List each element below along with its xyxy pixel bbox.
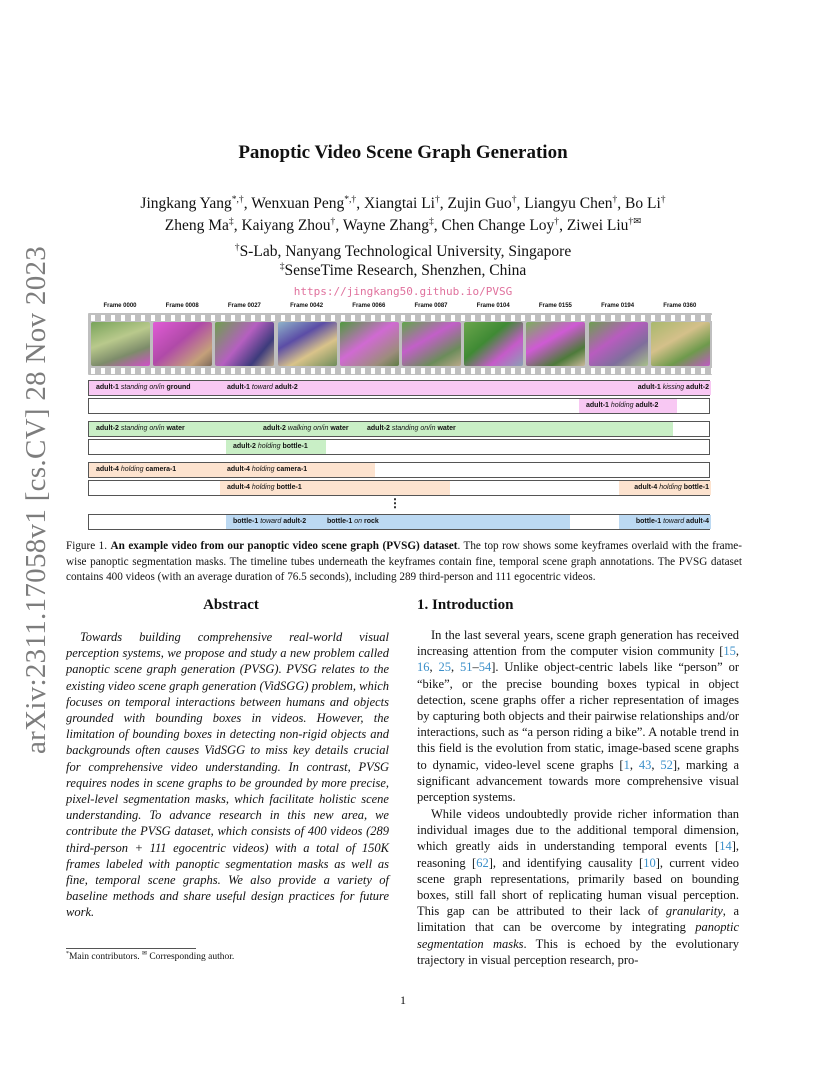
keyframe-thumbnail (526, 322, 585, 366)
keyframe-thumbnail (215, 322, 274, 366)
relation-predicate: toward (251, 384, 273, 391)
frame-label: Frame 0155 (538, 303, 572, 309)
relation-object: camera-1 (276, 466, 308, 473)
relation-bar (89, 381, 220, 395)
citation-link[interactable]: 43 (638, 757, 652, 772)
author-mark: † (511, 193, 517, 205)
relation-predicate: standing on/in (120, 425, 165, 432)
relation-predicate: holding (659, 484, 682, 491)
relation-object: ground (166, 384, 191, 391)
author-name: Xiangtai Li (363, 195, 435, 212)
relation-object: adult-2 (274, 384, 298, 391)
author-mark: *,† (344, 193, 357, 205)
timeline-tube (88, 439, 710, 455)
citation-link[interactable]: 14 (719, 839, 732, 854)
relation-predicate: holding (610, 402, 634, 409)
relation-predicate: holding (257, 443, 281, 450)
relation-object: water (437, 425, 456, 432)
citation-link[interactable]: 51 (459, 660, 473, 675)
relation-subject: adult-4 (227, 466, 250, 473)
relation-bar (579, 399, 677, 413)
author-name: Kaiyang Zhou (241, 217, 331, 234)
project-url[interactable]: https://jingkang50.github.io/PVSG (293, 285, 513, 298)
emphasis-text: panoptic segmentation masks (417, 920, 739, 951)
author-name: Jingkang Yang (140, 195, 232, 212)
sprocket-row-bottom (88, 368, 712, 374)
citation-link[interactable]: 10 (643, 855, 656, 870)
frame-label: Frame 0104 (476, 303, 510, 309)
relation-predicate: walking on/in (287, 425, 329, 432)
author-name: Ziwei Liu (566, 217, 629, 234)
relation-subject: bottle-1 (635, 518, 662, 525)
author-mark: *,† (231, 193, 244, 205)
footnote: *Main contributors. ✉ Corresponding author. (66, 950, 235, 962)
relation-bar (568, 381, 711, 395)
relation-subject: adult-2 (96, 425, 119, 432)
intro-heading: 1. Introduction (417, 597, 514, 613)
page-number: 1 (400, 993, 406, 1007)
timeline-tube (88, 380, 710, 396)
timeline-tube (88, 398, 710, 414)
citation-link[interactable]: 1 (623, 757, 630, 772)
affiliation-2: ‡SenseTime Research, Shenzhen, China (279, 260, 527, 279)
keyframe-filmstrip (88, 313, 712, 375)
relation-bar (226, 440, 326, 454)
relation-predicate: holding (251, 466, 275, 473)
author-name: Zheng Ma (164, 217, 229, 234)
tube-ellipsis: ⋮ (389, 496, 401, 510)
keyframe-thumbnail (589, 322, 648, 366)
author-mark: † (330, 215, 336, 227)
frame-label: Frame 0360 (663, 303, 697, 309)
relation-object: adult-2 (686, 384, 709, 391)
author-mark: ‡ (228, 215, 234, 227)
relation-predicate: kissing (662, 384, 685, 391)
frame-label: Frame 0066 (352, 303, 386, 309)
relation-predicate: holding (120, 466, 144, 473)
affiliation-1: †S-Lab, Nanyang Technological University, Singapore (234, 241, 572, 260)
keyframe-thumbnail (153, 322, 212, 366)
paper-title: Panoptic Video Scene Graph Generation (238, 142, 568, 163)
timeline-tube (88, 480, 710, 496)
emphasis-text: granularity (665, 904, 723, 919)
relation-subject: adult-2 (367, 425, 390, 432)
author-mark: † (435, 193, 440, 205)
author-mark: † (554, 215, 560, 227)
keyframe-thumbnail (91, 322, 150, 366)
relation-subject: adult-4 (227, 484, 250, 491)
frame-label: Frame 0087 (414, 303, 448, 309)
frame-label: Frame 0194 (601, 303, 635, 309)
relation-predicate: standing on/in (120, 384, 165, 391)
author-mark: ‡ (428, 215, 434, 227)
relation-bar (360, 422, 673, 436)
relation-subject: adult-4 (634, 484, 658, 491)
arxiv-stamp-text: arXiv:2311.17058v1 [cs.CV] 28 Nov 2023 (20, 245, 52, 754)
relation-bar (256, 422, 360, 436)
relation-subject: bottle-1 (233, 518, 259, 525)
author-line-2: Zheng Ma‡, Kaiyang Zhou†, Wayne Zhang‡, Chen Change Loy†, Ziwei Liu†✉ (164, 215, 642, 234)
author-name: Wayne Zhang (342, 217, 429, 234)
timeline-tube (88, 514, 710, 530)
relation-bar (220, 381, 568, 395)
citation-link[interactable]: 16 (417, 660, 430, 675)
relation-object: camera-1 (145, 466, 177, 473)
author-name: Liangyu Chen (524, 195, 613, 212)
keyframe-thumbnail (402, 322, 461, 366)
relation-object: bottle-1 (276, 484, 302, 491)
citation-link[interactable]: 62 (476, 855, 489, 870)
relation-predicate: standing on/in (391, 425, 436, 432)
relation-subject: adult-1 (96, 384, 119, 391)
relation-subject: adult-4 (96, 466, 119, 473)
footnote-rule (66, 948, 196, 949)
author-name: Wenxuan Peng (251, 195, 345, 212)
citation-link[interactable]: 25 (438, 660, 451, 675)
citation-link[interactable]: 15 (723, 644, 736, 659)
intro-paragraph-1: In the last several years, scene graph generation has received increasing attention from the computer vision community [15, 16, 25, 51–54]. Unlike object-centric labels like “person” or “bike”, or the precise bounding boxes typical in object detection, scene graphs offer a richer representation of images by capturing both objects and their pairwise relationships and/or interactions, such as “a person riding a bike”. A notable trend in this field is the evolution from static, image-based scene graphs to dynamic, video-level scene graphs [1, 43, 52], marking a significant advancement towards more comprehensive visual perception systems. (417, 628, 740, 805)
author-name: Zujin Guo (447, 195, 512, 212)
intro-paragraph-2: While videos undoubtedly provide richer information than individual images due to the additional temporal dimension, which greatly aids in understanding temporal events [14], reasoning [62], and identifying causality [10], current video scene graph representations, primarily based on bounding boxes, still fall short of replicating human visual perception. This gap can be attributed to their lack of granularity, a limitation that can be overcome by integrating panoptic segmentation masks. This is echoed by the evolutionary trajectory in visual perception research, pro- (417, 807, 739, 967)
timeline-tube (88, 421, 710, 437)
relation-object: adult-2 (283, 518, 307, 525)
figure-caption: Figure 1. An example video from our panoptic video scene graph (PVSG) dataset. The top row shows some keyframes overlaid with the frame-wise panoptic segmentation masks. The timeline tubes underneath the keyframes contain fine, temporal scene graph annotations. The PVSG dataset contains 400 videos (with an average duration of 76.5 seconds), including 289 third-person and 111 egocentric videos. (66, 540, 742, 583)
relation-bar (320, 515, 570, 529)
relation-predicate: toward (260, 518, 282, 525)
author-mark: †✉ (628, 215, 642, 227)
relation-subject: bottle-1 (327, 518, 353, 525)
frame-label: Frame 0000 (103, 303, 137, 309)
relation-bar (220, 463, 375, 477)
keyframe-thumbnail (340, 322, 399, 366)
relation-bar (226, 515, 320, 529)
keyframe-thumbnail (278, 322, 337, 366)
relation-object: water (330, 425, 349, 432)
relation-predicate: on (354, 518, 363, 525)
frame-label: Frame 0042 (290, 303, 324, 309)
author-name: Chen Change Loy (441, 217, 555, 234)
relation-bar (619, 481, 711, 495)
abstract-heading: Abstract (203, 597, 259, 613)
relation-subject: adult-1 (227, 384, 250, 391)
relation-predicate: holding (251, 484, 275, 491)
relation-bar (89, 422, 256, 436)
relation-bar (619, 515, 711, 529)
relation-bar (89, 463, 220, 477)
frame-label: Frame 0008 (165, 303, 199, 309)
relation-bar (220, 481, 450, 495)
frame-label: Frame 0027 (227, 303, 261, 309)
citation-link[interactable]: 54 (478, 660, 492, 675)
keyframe-thumbnail (464, 322, 523, 366)
author-mark: † (612, 193, 618, 205)
sprocket-row-top (88, 315, 712, 321)
author-name: Bo Li (625, 195, 661, 212)
caption-bold: An example video from our panoptic video scene graph (PVSG) dataset (110, 540, 458, 552)
relation-object: bottle-1 (683, 484, 709, 491)
relation-object: water (166, 425, 185, 432)
relation-subject: adult-1 (637, 384, 661, 391)
citation-link[interactable]: 52 (660, 757, 673, 772)
relation-predicate: toward (663, 518, 685, 525)
relation-object: adult-4 (686, 518, 709, 525)
abstract-text: Towards building comprehensive real-world visual perception systems, we propose and study a new problem called panoptic scene graph generation (PVSG). PVSG relates to the existing video scene graph generation (VidSGG) problem, which focuses on temporal interactions between humans and objects grounded with bounding boxes in videos. However, the limitation of bounding boxes in detecting non-rigid objects and backgrounds often causes VidSGG to miss key details crucial for comprehensive video understanding. In contrast, PVSG requires nodes in scene graphs to be grounded by more precise, pixel-level segmentation masks, which facilitate holistic scene understanding. To advance research in this new area, we contribute the PVSG dataset, which consists of 400 videos (289 third-person + 111 egocentric videos) with a total of 150K frames labeled with panoptic segmentation masks as well as fine, temporal scene graphs. We also provide a variety of baseline methods and share useful design practices for future work. (66, 630, 389, 920)
relation-object: bottle-1 (282, 443, 308, 450)
timeline-tube (88, 462, 710, 478)
relation-subject: adult-2 (263, 425, 286, 432)
arxiv-stamp (12, 245, 60, 754)
relation-object: adult-2 (635, 402, 659, 409)
relation-subject: adult-2 (233, 443, 256, 450)
author-line-1: Jingkang Yang*,†, Wenxuan Peng*,†, Xiangtai Li†, Zujin Guo†, Liangyu Chen†, Bo Li† (140, 193, 666, 212)
relation-subject: adult-1 (586, 402, 609, 409)
relation-object: rock (363, 518, 379, 525)
keyframe-thumbnail (651, 322, 710, 366)
author-mark: † (660, 193, 666, 205)
